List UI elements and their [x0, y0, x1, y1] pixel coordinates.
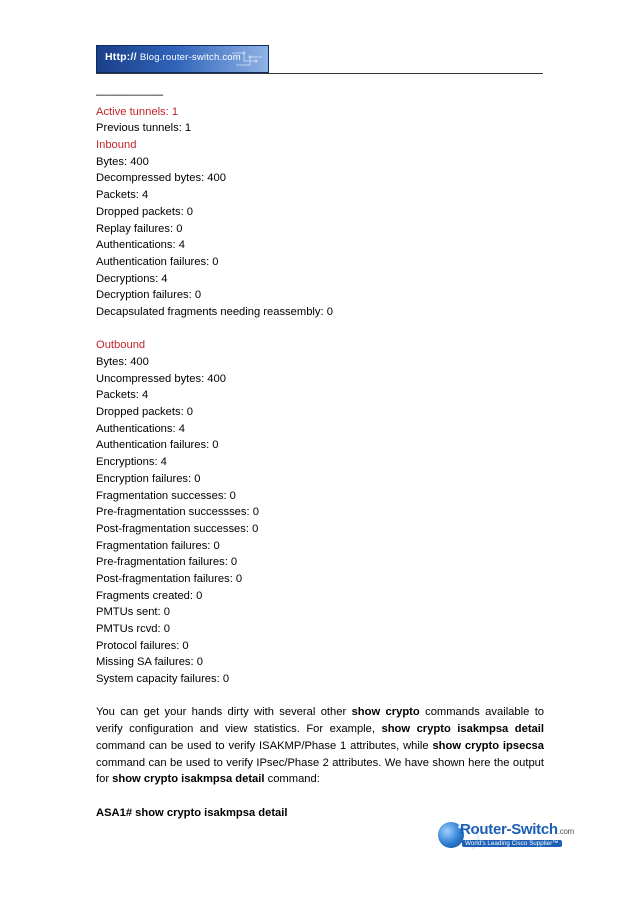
outbound-stat-line: Encryptions: 4 [96, 456, 167, 469]
header-divider [96, 73, 543, 74]
outbound-stat-line: Packets: 4 [96, 389, 149, 402]
section-spacer [96, 788, 544, 805]
paragraph-text: command can be used to verify IPsec/Phase 2 attributes. We have shown here the output for [96, 756, 544, 786]
logo-domain-suffix: .com [557, 827, 574, 836]
paragraph-text: commands available to verify configuration and view statistics. For example, [96, 706, 545, 736]
banner-text [105, 51, 241, 63]
banner-url: Blog.router-switch.com [139, 52, 241, 63]
paragraph-text: command: [264, 773, 320, 786]
document-body [96, 87, 544, 821]
outbound-stat-line: Authentications: 4 [96, 422, 185, 435]
inbound-stat-line: Replay failures: 0 [96, 222, 183, 235]
outbound-heading: Outbound [96, 339, 146, 352]
paragraph-text: You can get your hands dirty with several other [96, 706, 352, 719]
outbound-stat-line: PMTUs sent: 0 [96, 606, 170, 619]
inbound-stat-line: Dropped packets: 0 [96, 205, 194, 218]
inbound-stat-line: Bytes: 400 [96, 155, 149, 168]
paragraph-text: command can be used to verify ISAKMP/Phase 1 attributes, while [96, 739, 433, 752]
logo-name [460, 821, 574, 838]
blog-header-banner [96, 45, 269, 73]
outbound-stat-line: Pre-fragmentation failures: 0 [96, 556, 238, 569]
previous-tunnels-line: Previous tunnels: 1 [96, 122, 192, 135]
outbound-stat-line: Protocol failures: 0 [96, 639, 189, 652]
banner-protocol: Http:// [105, 51, 137, 63]
outbound-stat-line: Pre-fragmentation successses: 0 [96, 506, 259, 519]
paragraph-command: show crypto isakmpsa detail [381, 723, 544, 736]
inbound-stat-line: Decryptions: 4 [96, 272, 168, 285]
inbound-stat-line: Packets: 4 [96, 189, 149, 202]
outbound-stat-line: Post-fragmentation successes: 0 [96, 522, 259, 535]
inbound-stat-line: Decryption failures: 0 [96, 289, 202, 302]
outbound-stat-line: Missing SA failures: 0 [96, 656, 203, 669]
circuit-decoration-icon [230, 49, 264, 69]
section-spacer [96, 321, 544, 338]
outbound-stat-line: System capacity failures: 0 [96, 673, 230, 686]
inbound-heading: Inbound [96, 139, 137, 152]
section-spacer [96, 688, 544, 705]
outbound-stat-line: Post-fragmentation failures: 0 [96, 572, 243, 585]
outbound-stat-line: Fragmentation successes: 0 [96, 489, 236, 502]
logo-brand: Router-Switch [460, 821, 558, 838]
outbound-stat-line: Encryption failures: 0 [96, 472, 201, 485]
dash-separator: —————— [96, 89, 164, 101]
logo-tagline: World's Leading Cisco Supplier™ [462, 840, 562, 847]
cli-command-line: ASA1# show crypto isakmpsa detail [96, 806, 288, 819]
outbound-stat-line: Dropped packets: 0 [96, 406, 194, 419]
outbound-stat-line: Authentication failures: 0 [96, 439, 219, 452]
explanation-paragraph [96, 704, 544, 788]
outbound-stats [96, 354, 544, 688]
outbound-stat-line: Bytes: 400 [96, 356, 149, 368]
inbound-stats [96, 154, 544, 321]
outbound-stat-line: Fragmentation failures: 0 [96, 539, 220, 552]
outbound-stat-line: PMTUs rcvd: 0 [96, 623, 170, 635]
inbound-stat-line: Authentications: 4 [96, 239, 185, 252]
paragraph-command: show crypto [351, 706, 420, 719]
inbound-stat-line: Decapsulated fragments needing reassembly: 0 [96, 305, 333, 318]
router-switch-logo [438, 822, 572, 850]
active-tunnels-line: Active tunnels: 1 [96, 105, 179, 118]
inbound-stat-line: Authentication failures: 0 [96, 255, 219, 268]
paragraph-command: show crypto isakmpsa detail [112, 773, 265, 786]
inbound-stat-line: Decompressed bytes: 400 [96, 172, 226, 185]
outbound-stat-line: Fragments created: 0 [96, 589, 203, 602]
outbound-stat-line: Uncompressed bytes: 400 [96, 372, 226, 385]
paragraph-command: show crypto ipsecsa [432, 739, 544, 752]
